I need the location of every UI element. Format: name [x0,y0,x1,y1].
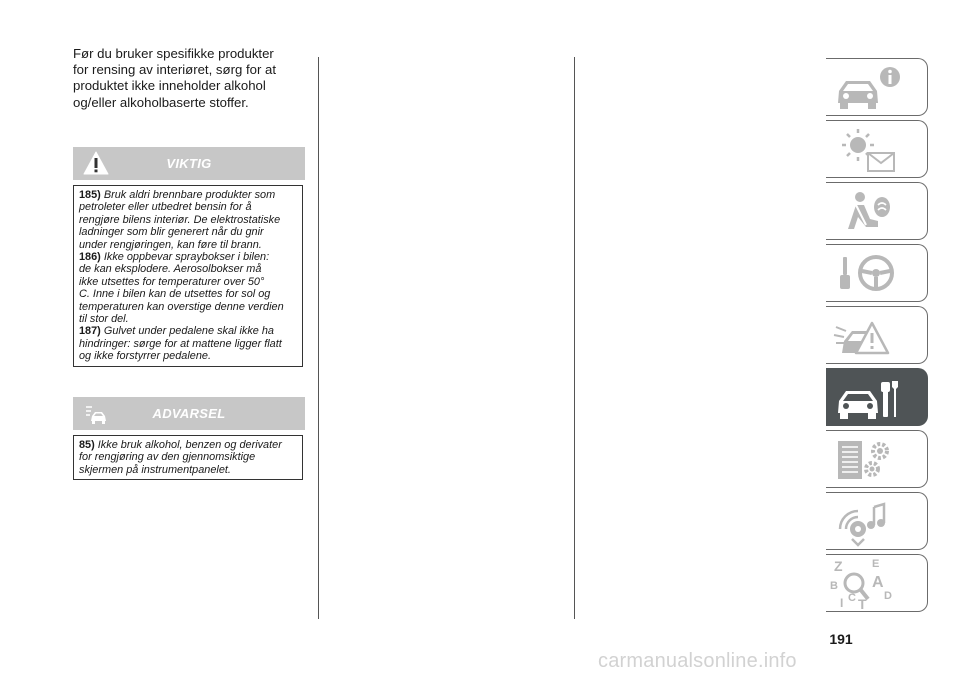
note-line: de kan eksplodere. Aerosolbokser må [79,263,262,276]
multimedia-icon [826,493,928,551]
intro-line: Før du bruker spesifikke produkter [73,46,274,61]
watermark-text: carmanualsonline.info [598,650,797,672]
note-number: 85) [79,439,95,451]
note-line: for rengjøring av den gjennomsiktige [79,451,256,464]
chapter-tab-car-wrench[interactable] [826,368,928,426]
key-steering-icon [826,245,928,303]
intro-line: produktet ikke inneholder alkohol [73,78,266,94]
car-emergency-icon [826,307,928,365]
specs-gear-icon [826,431,928,489]
note-line: petroleter eller utbedret bensin for å [79,201,252,214]
viktig-body [73,185,303,367]
intro-paragraph [73,46,308,111]
note-line: hindringer: sørge for at mattene ligger flatt [79,337,282,350]
car-wrench-icon [826,369,928,427]
note-line: Ikke bruk alkohol, benzen og derivater [97,439,282,451]
index-letter: E [872,558,880,570]
chapter-tab-multimedia[interactable] [826,492,928,550]
note-186 [79,251,302,325]
index-letter: Z [834,558,843,574]
note-line: skjermen på instrumentpanelet. [79,463,231,476]
note-number: 186) [79,251,101,264]
intro-line: og/eller alkoholbaserte stoffer. [73,94,249,110]
note-187 [79,325,302,362]
note-line: C. Inne i bilen kan de utsettes for sol og [79,288,271,301]
column-divider [574,57,575,619]
note-line: til stor del. [79,313,129,326]
note-185 [79,189,302,251]
chapter-tab-alphabetical-index[interactable] [826,554,928,612]
note-line: under rengjøringen, kan føre til brann. [79,238,262,251]
chapter-tab-car-emergency[interactable] [826,306,928,364]
index-letter: A [872,574,884,591]
note-number: 185) [79,189,101,201]
index-letter: B [830,580,838,592]
advarsel-title: ADVARSEL [152,406,226,421]
alphabetical-index-icon [826,555,928,613]
advarsel-body [73,435,303,480]
note-line: rengjøre bilens interiør. De elektrostatiske [79,213,281,226]
index-letter: D [884,590,892,602]
lights-message-icon [826,121,928,179]
note-line: Bruk aldri brennbare produkter som [103,189,276,201]
chapter-tab-car-info[interactable] [826,58,928,116]
note-line: ladninger som blir generert når du gnir [79,226,264,239]
index-letter: I [840,596,844,610]
page-number: 191 [829,631,853,647]
chapter-tab-lights-message[interactable] [826,120,928,178]
viktig-header [73,147,305,180]
intro-line: for rensing av interiøret, sørg for at [73,62,277,78]
chapter-tab-seat-airbag[interactable] [826,182,928,240]
car-info-icon [826,59,928,117]
index-letter: T [858,596,867,612]
note-line: og ikke forstyrrer pedalene. [79,350,211,363]
index-letter: C [848,592,856,604]
note-line: Gulvet under pedalene skal ikke ha [103,325,274,338]
chapter-tab-specs-gear[interactable] [826,430,928,488]
note-number: 187) [79,325,101,338]
column-divider [318,57,319,619]
note-85 [79,439,302,476]
note-line: ikke utsettes for temperaturer over 50° [79,275,265,288]
seat-airbag-icon [826,183,928,241]
note-line: temperaturen kan overstige denne verdien [79,300,284,313]
note-line: Ikke oppbevar spraybokser i bilen: [103,251,270,264]
chapter-tab-key-steering[interactable] [826,244,928,302]
viktig-title: VIKTIG [166,156,212,171]
advarsel-header [73,397,305,430]
